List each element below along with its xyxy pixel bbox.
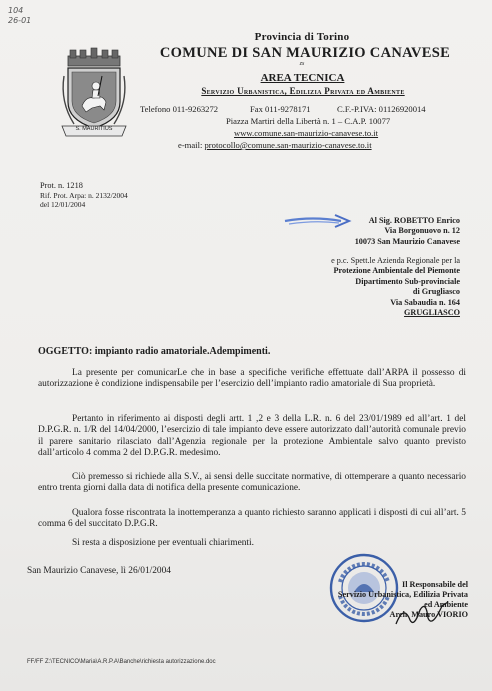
handwritten-line-1: 104	[8, 6, 24, 15]
crest-banner-text: S. MAURITIUS	[75, 126, 113, 132]
subject-line: OGGETTO: impianto radio amatoriale.Adempimenti.	[38, 346, 271, 357]
protocol-date: del 12/01/2004	[40, 199, 86, 209]
cc-line-4: di Grugliasco	[412, 287, 460, 297]
handwritten-line-2: 26-01	[8, 16, 32, 25]
cc-line-1: e p.c. Spett.le Azienda Regionale per la	[331, 256, 460, 265]
paragraph-2: Pertanto in riferimento ai disposti degli artt. 1 ,2 e 3 della L.R. n. 6 del 23/01/1989 ed all’art. 1 del D.P.G.R. n. 1/R del 14/04/2000, l’esercizio di tale impianto deve essere autorizzato dall’autorità comunale previo il parere sanitario rilasciato dall’Agenzia regionale per la protezione Ambientale salvo quanto previsto dall’articolo 4 comma 2 del D.P.G.R. medesimo.	[38, 414, 466, 459]
fax: Fax 011-9278171	[250, 104, 311, 114]
signature-line-3: ed Ambiente	[424, 600, 468, 609]
telephone: Telefono 011-9263272	[140, 104, 219, 114]
protocol-number: Prot. n. 1218	[40, 181, 83, 190]
signature-scribble	[392, 598, 452, 632]
file-path-footer: FF/FF Z:\TECNICO\Maria\A.R.P.A\Banche\richiesta autorizzazione.doc	[27, 659, 216, 665]
comune-title: COMUNE DI SAN MAURIZIO CANAVESE	[159, 45, 451, 61]
recipient-line-3: 10073 San Maurizio Canavese	[354, 236, 460, 246]
recipient-block	[300, 216, 460, 247]
email-label: e-mail:	[178, 140, 203, 150]
paragraph-5: Si resta a disposizione per eventuali chiarimenti.	[72, 538, 254, 548]
province-title: Provincia di Torino	[254, 31, 350, 43]
cc-line-2: Protezione Ambientale del Piemonte	[333, 266, 460, 276]
municipal-crest	[58, 46, 130, 138]
cc-line-5: Via Sabaudia n. 164	[390, 297, 460, 307]
recipient-line-2: Via Borgonuovo n. 12	[384, 226, 460, 236]
handwritten-signature	[392, 598, 452, 637]
servizio-title: Servizio Urbanistica, Edilizia Privata ed Ambiente	[201, 86, 405, 96]
email-row	[178, 140, 372, 150]
area-title: AREA TECNICA	[260, 72, 345, 84]
place-date: San Maurizio Canavese, lì 26/01/2004	[27, 566, 171, 576]
cc-line-6: GRUGLIASCO	[404, 308, 460, 318]
email-link[interactable]: protocollo@comune.san-maurizio-canavese.to.it	[204, 140, 372, 150]
handwritten-note	[8, 6, 31, 26]
cc-block	[270, 256, 460, 318]
small-mark: zs	[299, 61, 305, 67]
cc-line-3: Dipartimento Sub-provinciale	[355, 276, 460, 286]
address-line: Piazza Martiri della Libertà n. 1 – C.A.P. 10077	[226, 116, 391, 126]
crest-icon	[58, 46, 130, 138]
protocol-reference: Rif. Prot. Arpa: n. 2132/2004	[40, 190, 128, 200]
paragraph-4: Qualora fosse riscontrata la inottemperanza a quanto richiesto saranno applicati i disposti di cui all’art. 5 comma 6 del succitato D.P.G.R.	[38, 508, 466, 530]
signature-line-1: Il Responsabile del	[402, 580, 468, 589]
recipient-line-1: Al Sig. ROBETTO Enrico	[368, 216, 460, 225]
paragraph-1: La presente per comunicarLe che in base a specifiche verifiche effettuate dall’ARPA il possesso di autorizzazione è condizione indispensabile per l’esercizio dell’impianto radio amatoriale di Sua proprietà.	[38, 368, 466, 390]
tax-code: C.F.-P.IVA: 01126920014	[337, 104, 426, 114]
signature-line-2: Servizio Urbanistica, Edilizia Privata	[337, 590, 468, 599]
website-link[interactable]: www.comune.san-maurizio-canavese.to.it	[234, 128, 379, 138]
protocol-block	[40, 181, 128, 209]
paragraph-3: Ciò premesso si richiede alla S.V., ai sensi delle succitate normative, di ottemperare a quanto necessario entro trenta giorni dalla data di notifica della presente comunicazione.	[38, 472, 466, 494]
signature-line-4: Arch. Mauro VIORIO	[389, 610, 468, 619]
